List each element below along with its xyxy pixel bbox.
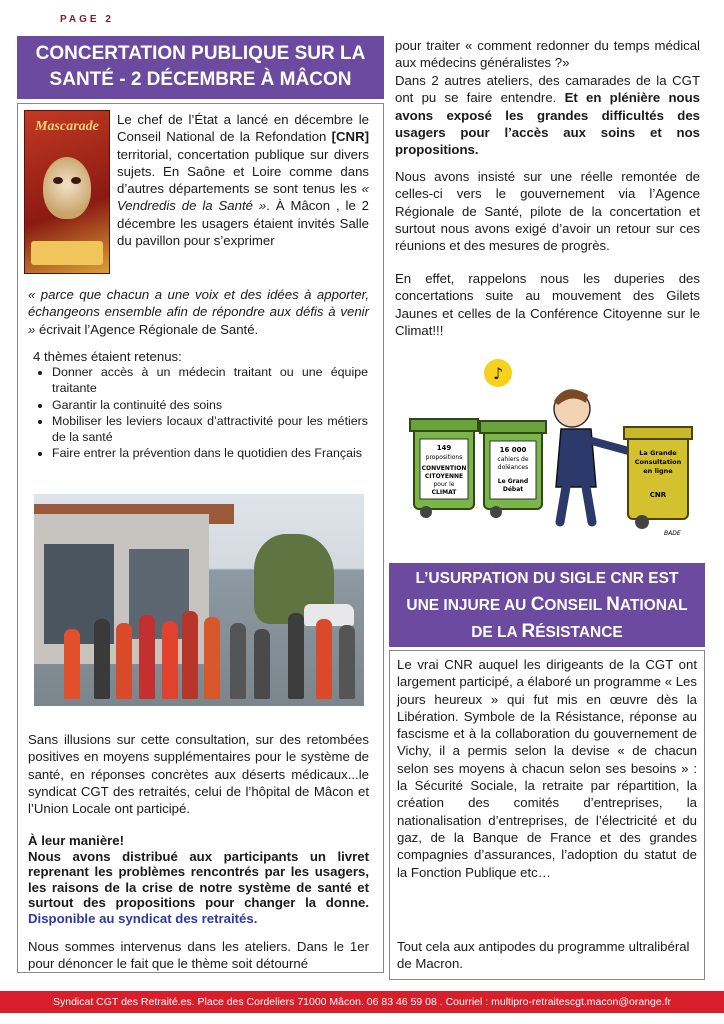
bin1-label: CONVENTION [421,465,467,472]
banner-line: CONCERTATION PUBLIQUE SUR LA [35,43,366,64]
bin1-label: propositions [425,454,463,461]
bold-part: Et en plénière nous avons exposé les grandes difficultés des usagers pour l’accès aux soins et nos propositions. [395,90,700,158]
themes-list [0,364,368,462]
photo-gathering-outside-building [34,494,364,706]
bin2-label: Le Grand [497,478,529,485]
bin2-label: 16 000 [499,446,527,454]
bin1-label: CITOYENNE [424,473,464,480]
bin2-label: Débat [502,486,524,493]
cnr-paragraph: Le vrai CNR auquel les dirigeants de la CGT ont largement participé, a élaboré un programme « Les jours heureux » qui fut mis en œuvre dès la Libération. Symbole de la Résistance, réponse au fascisme et à la collaboration du gouvernement de Vichy, il a permis selon la devise « de chacun selon ses moyens à chacun selon ses besoins » : la Sécurité Sociale, la retraite par répartition, la création des comités d’entreprises, la nationalisation d’entreprises, de l’électricité et du gaz, de la Banque de France et des grandes compagnies d’assurances, l’adoption du statut de la Fonction Publique etc… [397,657,697,880]
booklet-paragraph [28,833,369,926]
participation-paragraph: Sans illusions sur cette consultation, sur des retombées positives en moyens supplémentaires pour le système de santé, en réponses concrètes aux déserts médicaux...le syndicat CGT des retraités, celui de l’hôpital de Mâcon et l’Union Locale ont participé. [28,732,369,817]
booklet-text: Nous avons distribué aux participants un livret reprenant les problèmes rencontrés par les usagers, les raisons de la crise de notre système de santé et surtout des propositions pour changer la donne. [28,848,369,910]
list-item: • Faire entrer la prévention dans le quotidien des Français [52,445,368,461]
text-part: Dans 2 autres ateliers, des camarades de la CGT ont pu se faire entendre. [395,73,700,106]
themes-title: 4 thèmes étaient retenus: [33,349,182,364]
left-banner-title [17,36,384,99]
ateliers-paragraph: Nous sommes intervenus dans les ateliers. Dans le 1er pour dénoncer le fait que le thème soit détourné [28,939,369,972]
right-paragraph-1: pour traiter « comment redonner du temps médical aux médecins généralistes ?» [395,38,700,71]
right-banner-title [389,563,705,647]
availability-note: Disponible au syndicat des retraités. [28,910,258,926]
intro-part: territorial, concertation publique sur divers sujets. En Saône et Loire comme dans d’autres départements se sont tenus les [117,146,369,197]
intro-part: . À Mâcon , le 2 décembre les usagers étaient invités Salle du pavillon pour s’exprimer [117,198,370,249]
bold-heading: À leur manière! [28,833,125,848]
mascarade-game-box-image [24,110,110,274]
bin-cnr [628,435,688,519]
footer-contact-bar: Syndicat CGT des Retraité.es. Place des Cordeliers 71000 Mâcon. 06 83 46 59 08 . Courriel : multipro-retraitescgt.macon@orange.fr [0,991,724,1013]
mask-illustration [43,157,91,219]
right-paragraph-4: En effet, rappelons nous les duperies des concertations suite au mouvement des Gilets Jaunes et celles de la Conférence Citoyenne sur le Climat!!! [395,271,700,338]
list-item: • Donner accès à un médecin traitant ou une équipe traitante [52,364,368,397]
cnr-acronym: [CNR] [331,129,369,145]
intro-part: écrivait l’Agence Régionale de Santé. [35,321,259,337]
bin3-label: CNR [649,491,667,499]
vendredis-quote: « Vendredis de la Santé » [117,181,369,214]
cartoonist-signature: BADE [664,530,681,537]
banner-line: SANTÉ - 2 DÉCEMBRE À MÂCON [49,69,352,90]
photo-people-group [54,604,354,699]
bin2-label: doléances [497,464,529,471]
cnr-conclusion: Tout cela aux antipodes du programme ultralibéral de Macron. [397,939,690,972]
bin2-label: cahiers de [497,456,529,463]
intro-top-text [117,111,369,249]
game-title: Mascarade [35,119,99,134]
intro-bottom-text [28,286,369,338]
right-paragraph-3: Nous avons insisté sur une réelle remontée de celles-ci vers le gouvernement via l’Agence Régionale de Santé, pilote de la concertation et surtout nous avons exigé d’avoir un retour sur ces réunions et des mesures de progrès. [395,169,700,254]
bin3-label: La Grande [639,449,677,457]
bin3-label: en ligne [643,467,673,475]
music-note-icon: ♪ [493,364,504,383]
right-paragraph-2 [395,72,700,158]
banner-line: DE LA RÉSISTANCE [471,621,623,642]
banner-line: UNE INJURE AU CONSEIL NATIONAL [406,594,688,615]
ars-quote: « parce que chacun a une voix et des idées à apporter, échangeons ensemble afin de répondre aux défis à venir » [28,287,369,337]
bin1-label: pour le [433,481,455,488]
bin1-label: 149 [436,444,452,452]
list-item: • Mobiliser les leviers locaux d’attractivité pour les métiers de la santé [52,413,368,446]
list-item: • Garantir la continuité des soins [52,397,368,413]
banner-line: L’USURPATION DU SIGLE CNR EST [415,570,679,587]
intro-part: Le chef de l’État a lancé en décembre le Conseil National de la Refondation [117,112,369,145]
page-number: PAGE 2 [60,14,114,25]
bin3-label: Consultation [634,458,682,466]
cartoon-trash-bins-illustration [396,357,702,539]
game-box-base [31,241,103,265]
bin1-label: CLIMAT [431,489,457,496]
